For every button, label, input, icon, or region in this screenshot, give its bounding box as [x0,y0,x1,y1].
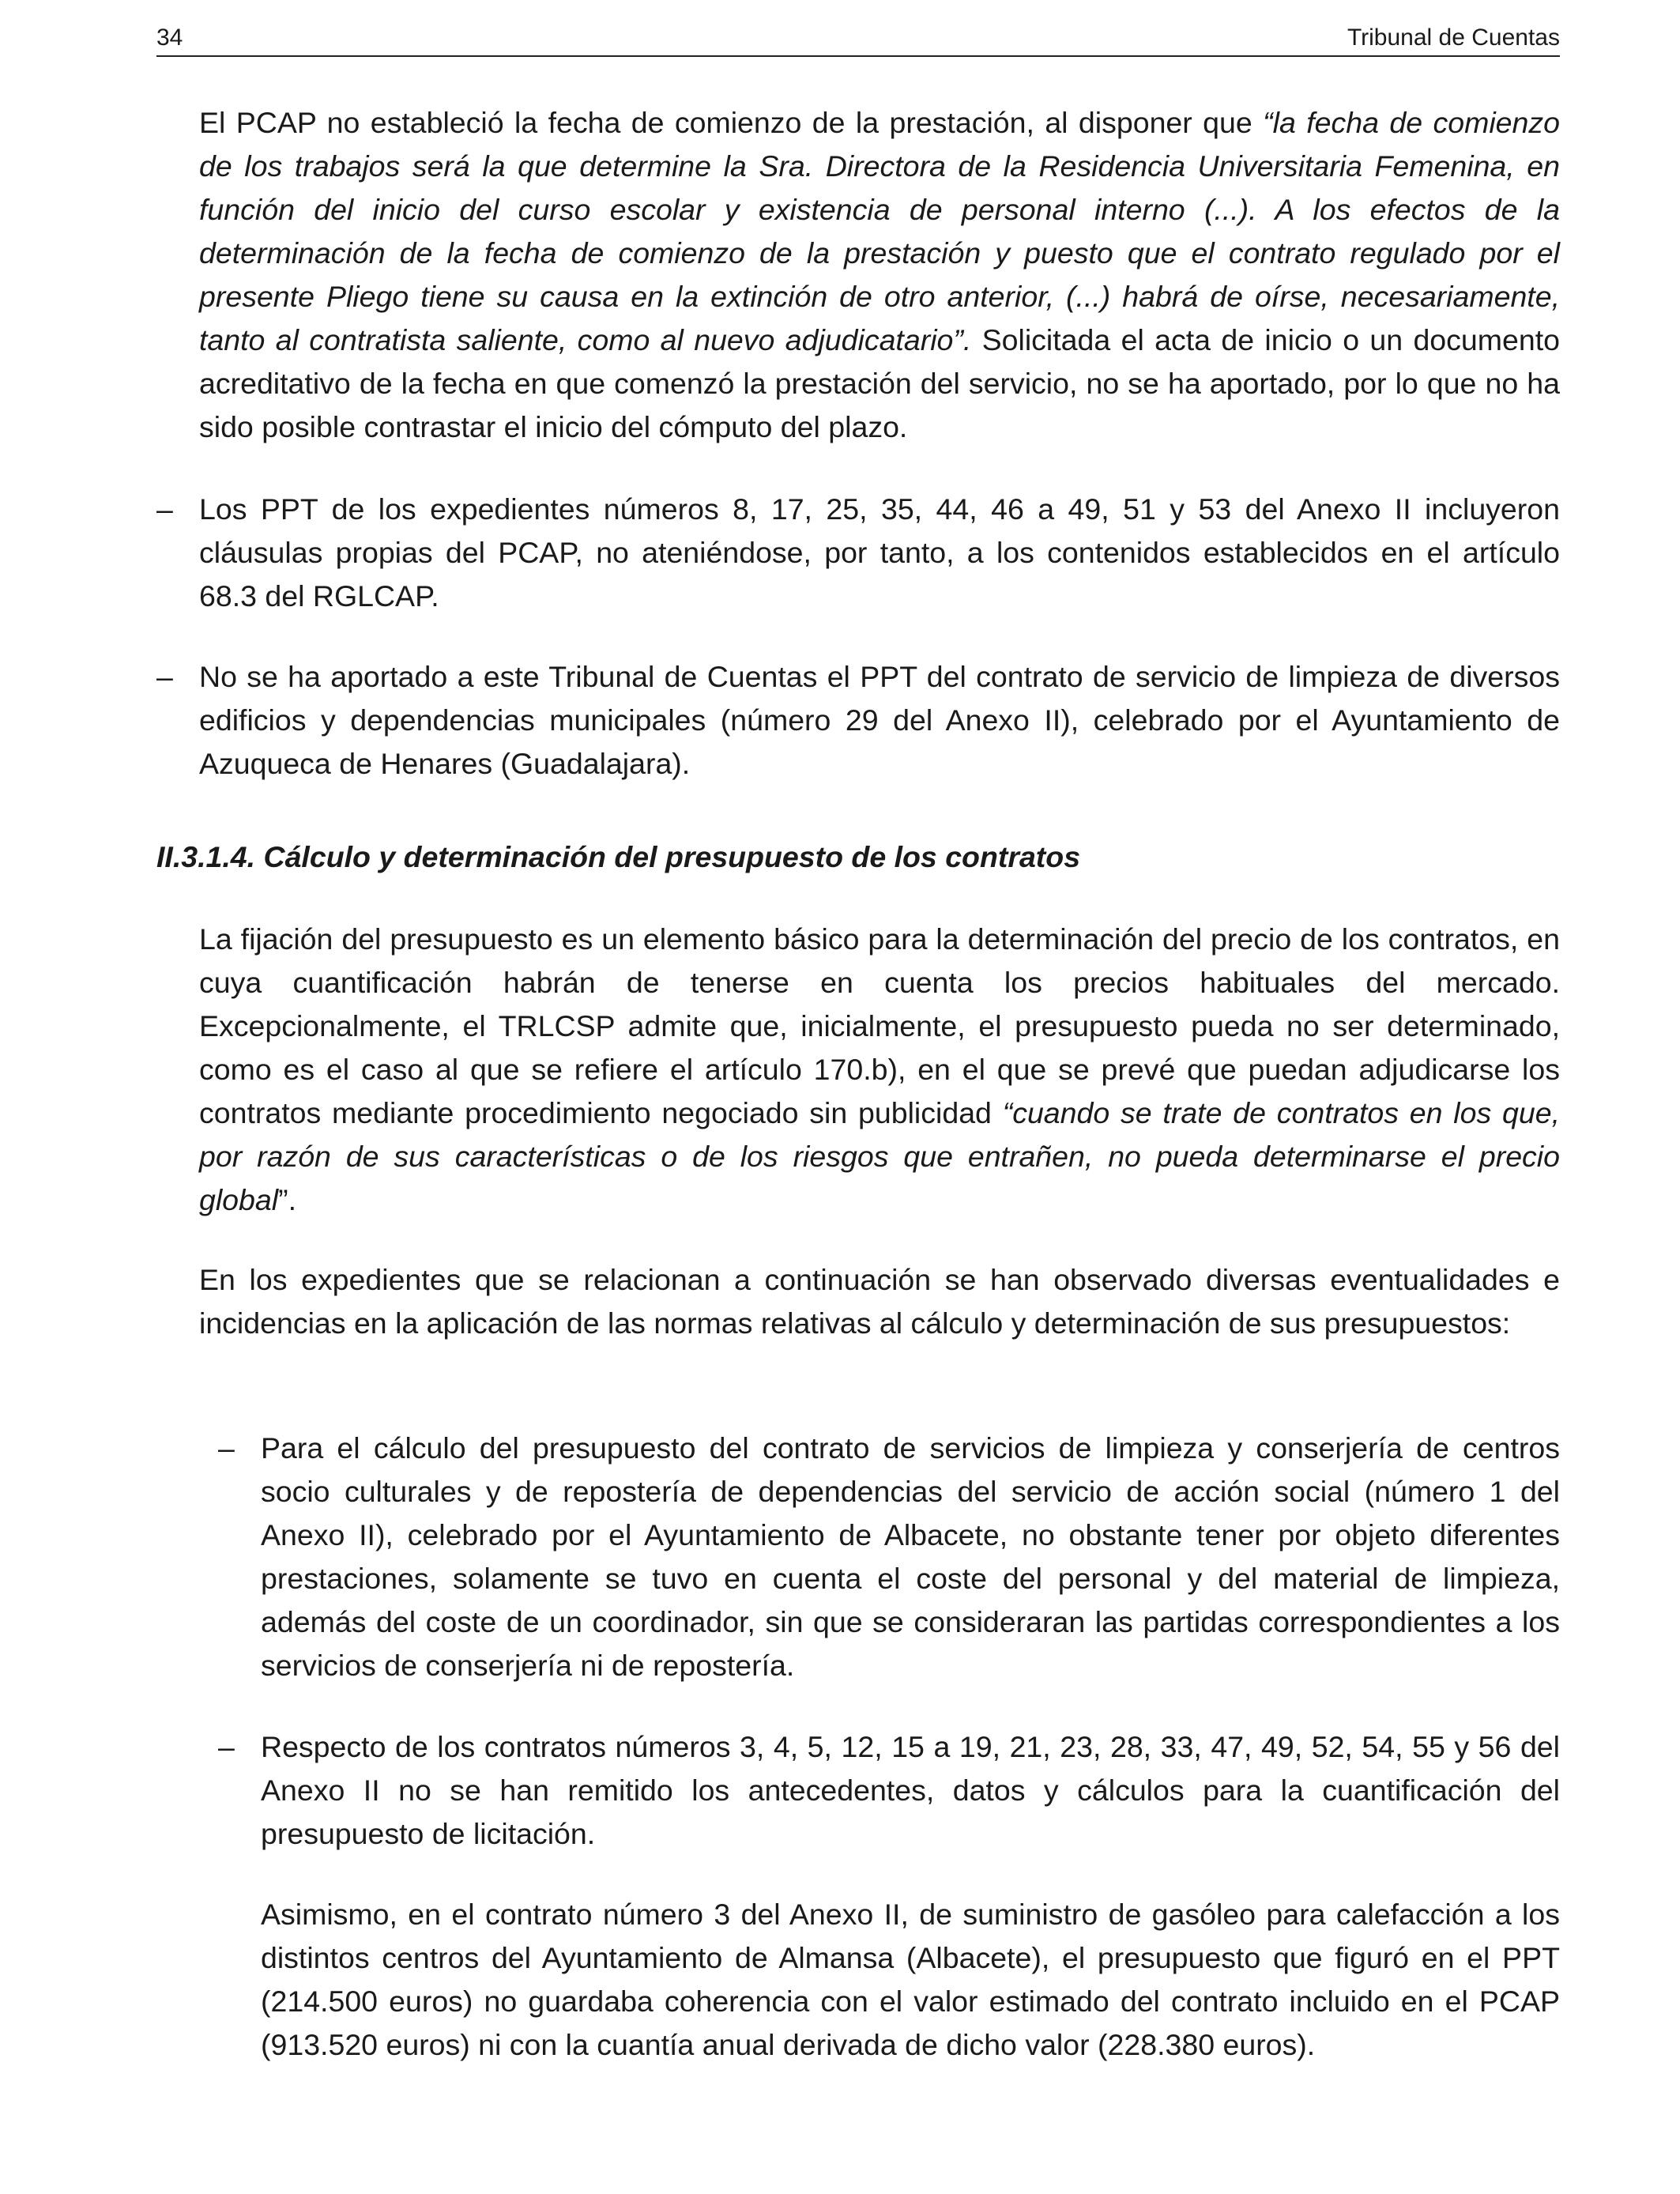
section-heading: II.3.1.4. Cálculo y determinación del presupuesto de los contratos [156,840,1081,873]
bullet-dash: – [156,660,173,693]
bullet-ppt-clauses: Los PPT de los expedientes números 8, 17, 25, 35, 44, 46 a 49, 51 y 53 del Anexo II incluyeron cláusulas propias del PCAP, no ateniéndose, por tanto, a los contenidos establecidos en el artículo 68.3 del RGLCAP. [199,492,1560,613]
bullet-dash: – [156,492,173,526]
bullet-dash: – [218,1730,235,1763]
paragraph-budget-definition [199,918,1560,1222]
bullet-albacete-contract: Para el cálculo del presupuesto del contrato de servicios de limpieza y conserjería de centros socio culturales y de repostería de dependencias del servicio de acción social (número 1 del Anexo II), celebrado por el Ayuntamiento de Albacete, no obstante tener por objeto diferentes prestaciones, solamente se tuvo en cuenta el coste del personal y del material de limpieza, además del coste de un coordinador, sin que se consideraran las partidas correspondientes a los servicios de conserjería ni de repostería. [261,1431,1560,1682]
bullet-ppt-missing: No se ha aportado a este Tribunal de Cuentas el PPT del contrato de servicio de limpieza de diversos edificios y dependencias municipales (número 29 del Anexo II), celebrado por el Ayuntamiento de Azuqueca de Henares (Guadalajara). [199,660,1560,780]
quoted-clause: “la fecha de comienzo de los trabajos será la que determine la Sra. Directora de la Residencia Universitaria Femenina, en función del inicio del curso escolar y existencia de personal interno (...). A los efectos de la determinación de la fecha de comienzo de la prestación y puesto que el contrato regulado por el presente Pliego tiene su causa en la extinción de otro anterior, (...) habrá de oírse, necesariamente, tanto al contratista saliente, como al nuevo adjudicatario”. [199,106,1560,356]
paragraph-almansa-contract: Asimismo, en el contrato número 3 del Anexo II, de suministro de gasóleo para calefacción a los distintos centros del Ayuntamiento de Almansa (Albacete), el presupuesto que figuró en el PPT (214.500 euros) no guardaba coherencia con el valor estimado del contrato incluido en el PCAP (913.520 euros) ni con la cuantía anual derivada de dicho valor (228.380 euros). [261,1898,1560,2061]
paragraph-text: ”. [278,1183,297,1216]
page-header [156,22,1560,57]
bullet-missing-calculations: Respecto de los contratos números 3, 4, 5, 12, 15 a 19, 21, 23, 28, 33, 47, 49, 52, 54, 55 y 56 del Anexo II no se han remitido los antecedentes, datos y cálculos para la cuantificación del presupuesto de licitación. [261,1730,1560,1850]
quoted-clause: “cuando se trate de contratos en los que, por razón de sus características o de los riesgos que entrañen, no pueda determinarse el precio global [199,1096,1560,1216]
page-number: 34 [156,25,183,51]
paragraph-incidents-intro: En los expedientes que se relacionan a continuación se han observado diversas eventualidades e incidencias en la aplicación de las normas relativas al cálculo y determinación de sus presupuestos: [199,1263,1560,1340]
header-publisher: Tribunal de Cuentas [1347,25,1560,51]
paragraph-text: Solicitada el acta de inicio o un documento acreditativo de la fecha en que comenzó la prestación del servicio, no se ha aportado, por lo que no ha sido posible contrastar el inicio del cómputo del plazo. [199,323,1560,443]
paragraph-text: El PCAP no estableció la fecha de comienzo de la prestación, al disponer que [199,106,1264,139]
bullet-dash: – [218,1431,235,1465]
paragraph-pcap-start-date [199,101,1560,449]
paragraph-text: La fijación del presupuesto es un elemento básico para la determinación del precio de los contratos, en cuya cuantificación habrán de tenerse en cuenta los precios habituales del mercado. Excepcionalmente, el TRLCSP admite que, inicialmente, el presupuesto pueda no ser determinado, como es el caso al que se refiere el artículo 170.b), en el que se prevé que puedan adjudicarse los contratos mediante procedimiento negociado sin publicidad [199,922,1560,1129]
